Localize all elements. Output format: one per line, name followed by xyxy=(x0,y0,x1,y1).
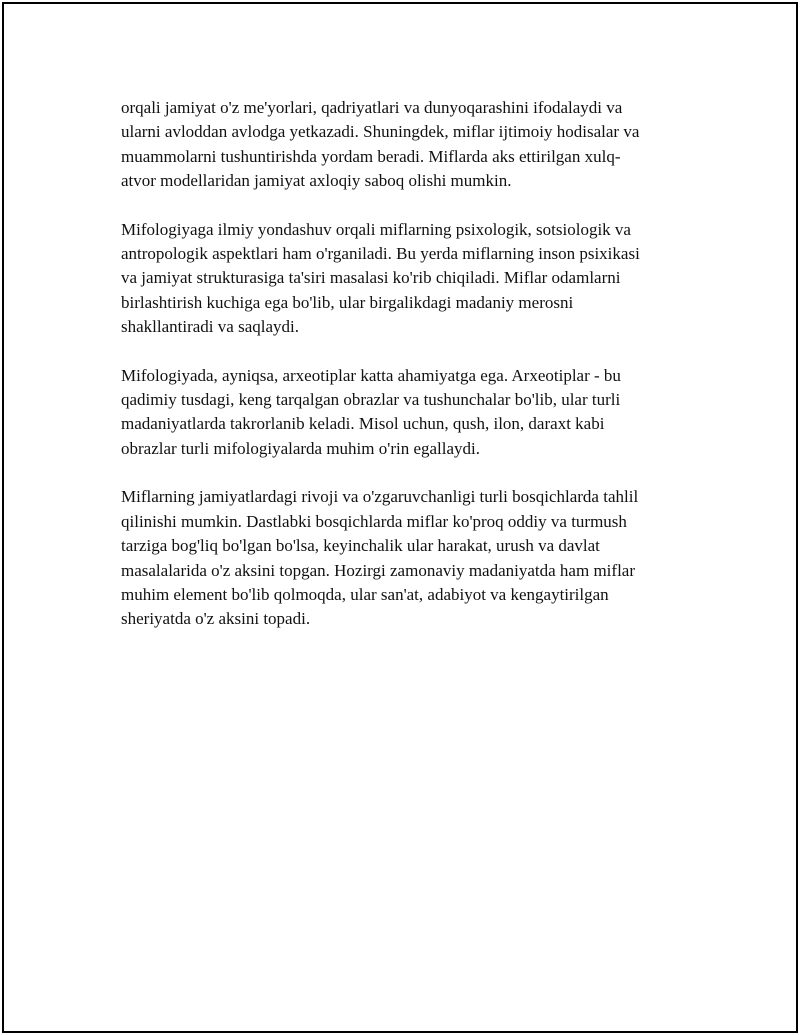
text-line: birlashtirish kuchiga ega bo'lib, ular birgalikdagi madaniy merosni xyxy=(121,292,574,312)
paragraph-2 xyxy=(121,218,701,340)
page-frame xyxy=(2,2,798,1033)
text-line: masalalarida o'z aksini topgan. Hozirgi zamonaviy madaniyatda ham miflar xyxy=(121,560,635,580)
text-line: madaniyatlarda takrorlanib keladi. Misol uchun, qush, ilon, daraxt kabi xyxy=(121,414,605,434)
paragraph-1 xyxy=(121,96,701,194)
text-line: antropologik aspektlari ham o'rganiladi. Bu yerda miflarning inson psixikasi xyxy=(121,244,640,264)
text-line: orqali jamiyat o'z me'yorlari, qadriyatlari va dunyoqarashini ifodalaydi va xyxy=(121,98,623,117)
text-line: Mifologiyaga ilmiy yondashuv orqali miflarning psixologik, sotsiologik va xyxy=(121,219,631,239)
paragraph-4 xyxy=(121,485,701,631)
text-line: muammolarni tushuntirishda yordam beradi. Miflarda aks ettirilgan xulq- xyxy=(121,146,621,166)
text-line: ularni avloddan avlodga yetkazadi. Shuningdek, miflar ijtimoiy hodisalar va xyxy=(121,122,640,142)
paragraph-3 xyxy=(121,364,701,462)
text-line: tarziga bog'liq bo'lgan bo'lsa, keyinchalik ular harakat, urush va davlat xyxy=(121,536,600,556)
text-line: Miflarning jamiyatlardagi rivoji va o'zgaruvchanligi turli bosqichlarda tahlil xyxy=(121,487,639,507)
text-line: obrazlar turli mifologiyalarda muhim o'rin egallaydi. xyxy=(121,438,481,458)
text-line: qadimiy tusdagi, keng tarqalgan obrazlar va tushunchalar bo'lib, ular turli xyxy=(121,390,621,410)
text-line: va jamiyat strukturasiga ta'siri masalasi ko'rib chiqiladi. Miflar odamlarni xyxy=(121,268,621,288)
text-line: qilinishi mumkin. Dastlabki bosqichlarda miflar ko'proq oddiy va turmush xyxy=(121,511,627,531)
text-line: atvor modellaridan jamiyat axloqiy saboq olishi mumkin. xyxy=(121,171,512,191)
page-body xyxy=(121,96,701,656)
text-line: shakllantiradi va saqlaydi. xyxy=(121,317,299,337)
text-line: sheriyatda o'z aksini topadi. xyxy=(121,609,311,629)
text-line: Mifologiyada, ayniqsa, arxeotiplar katta ahamiyatga ega. Arxeotiplar - bu xyxy=(121,365,621,385)
text-line: muhim element bo'lib qolmoqda, ular san'at, adabiyot va kengaytirilgan xyxy=(121,584,609,604)
